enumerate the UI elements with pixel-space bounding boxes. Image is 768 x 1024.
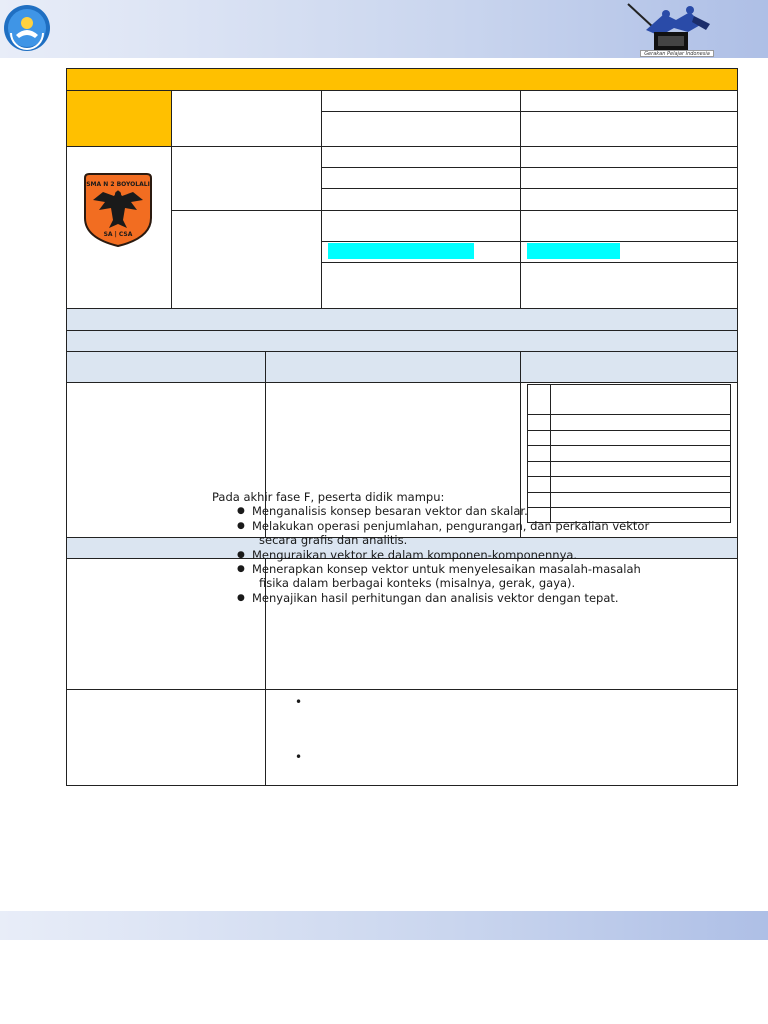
identity-value-cell: [520, 146, 738, 168]
column-header: [265, 351, 521, 383]
teaching-module-table: [66, 68, 738, 786]
empty-bullet: •: [295, 750, 303, 764]
highlighted-field: [328, 243, 474, 259]
column-header: [66, 351, 266, 383]
checklist-item-cell: [550, 445, 731, 462]
identity-field-cell: [321, 167, 521, 189]
section-header: [66, 330, 738, 352]
identity-field-label: [171, 146, 322, 211]
identity-value-cell: [520, 210, 738, 242]
learning-outcome-item: ● Menganalisis konsep besaran vektor dan skalar.: [252, 504, 662, 518]
footer-band: [0, 911, 768, 940]
identity-label-cell: [66, 90, 172, 147]
school-logo-title: SMA N 2 BOYOLALI: [86, 181, 150, 188]
learning-outcomes-text: [212, 490, 662, 605]
checklist-number-cell: [527, 461, 551, 477]
learning-outcome-item: ● Menerapkan konsep vektor untuk menyelesaikan masalah-masalah fisika dalam berbagai konteks (misalnya, gerak, gaya).: [252, 562, 662, 591]
checklist-number-cell: [527, 430, 551, 446]
identity-value-cell: [520, 90, 738, 112]
checklist-item-cell: [550, 461, 731, 477]
learning-outcomes-intro: Pada akhir fase F, peserta didik mampu:: [212, 490, 445, 504]
section-header: [66, 308, 738, 331]
identity-field-label: [171, 210, 322, 309]
checklist-item-cell: [550, 414, 731, 431]
identity-value-cell: [520, 262, 738, 309]
tut-wuri-handayani-logo: [2, 3, 52, 53]
checklist-number-cell: [527, 414, 551, 431]
label-cell: [66, 689, 266, 786]
learning-outcome-item: ● Melakukan operasi penjumlahan, pengurangan, dan perkalian vektor secara grafis dan analitis.: [252, 519, 662, 548]
bullet-list-cell: [265, 689, 738, 786]
school-logo: [81, 172, 155, 248]
emblem-caption: Gerakan Pelajar Indonesia: [640, 50, 714, 57]
column-header: [520, 351, 738, 383]
checklist-number-cell: [527, 384, 551, 415]
empty-bullet: •: [295, 695, 303, 709]
identity-value-cell: [520, 111, 738, 147]
checklist-item-cell: [550, 384, 731, 415]
identity-field-cell: [321, 262, 521, 309]
learning-outcomes-list: [212, 504, 662, 605]
identity-value-cell: [520, 188, 738, 211]
identity-value-cell: [520, 167, 738, 189]
identity-field-cell: [321, 146, 521, 168]
highlighted-value: [527, 243, 620, 259]
checklist-number-cell: [527, 445, 551, 462]
learning-outcome-item: ● Menguraikan vektor ke dalam komponen-komponennya.: [252, 548, 662, 562]
identity-field-cell: [321, 90, 521, 112]
identity-field-cell: [321, 111, 521, 147]
title-bar: [66, 68, 738, 91]
identity-field-cell: [321, 188, 521, 211]
identity-field-cell: [321, 210, 521, 242]
school-logo-motto: SA | CSA: [103, 231, 133, 238]
identity-field-label: [171, 90, 322, 147]
checklist-item-cell: [550, 430, 731, 446]
learning-outcome-item: ● Menyajikan hasil perhitungan dan analisis vektor dengan tepat.: [252, 591, 662, 605]
